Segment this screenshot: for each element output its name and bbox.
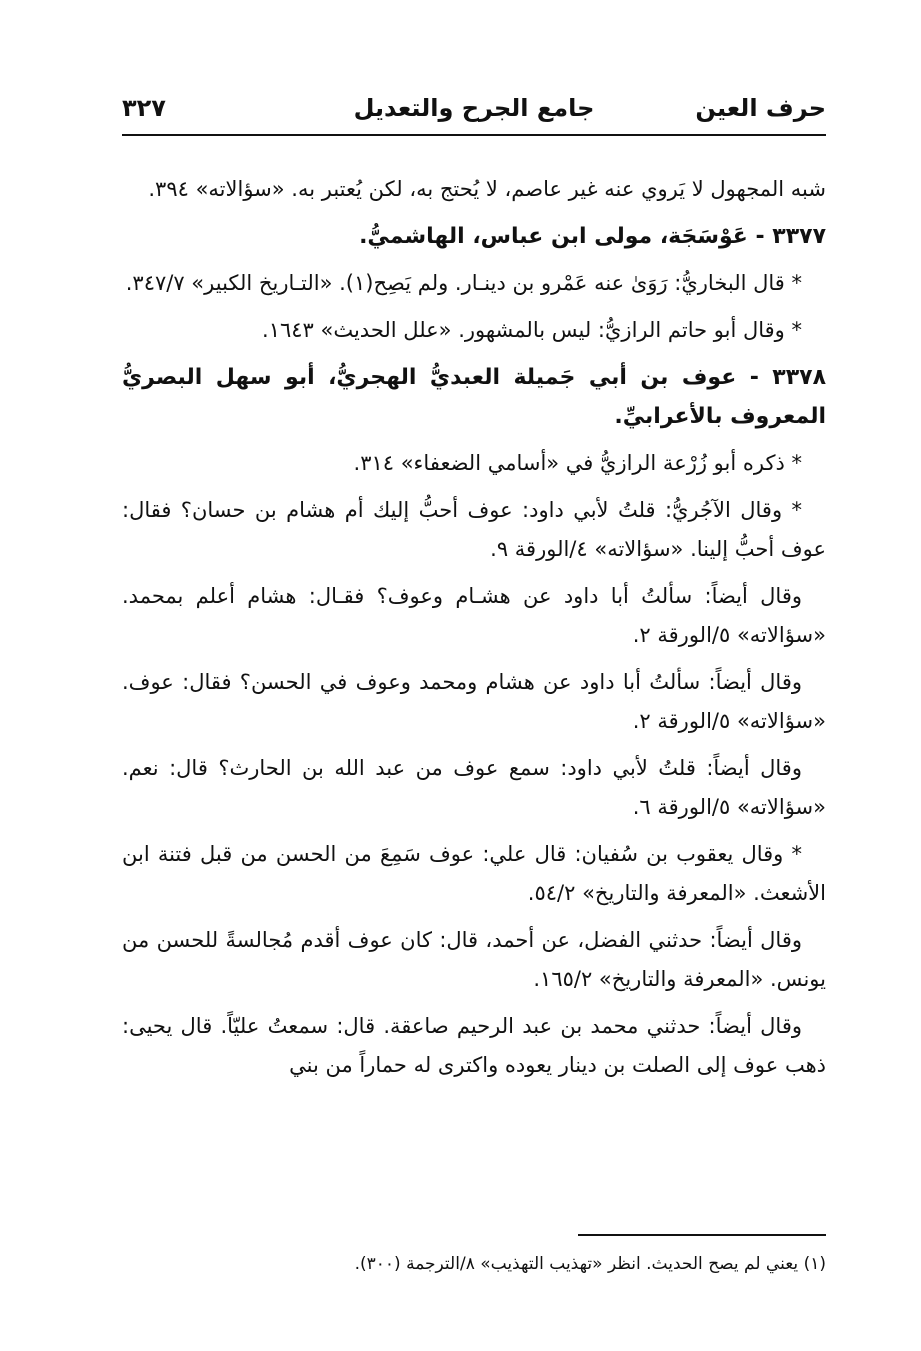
entry-heading: ٣٣٧٨ - عوف بن أبي جَميلة العبديُّ الهجريُّ، أبو سهل البصريُّ المعروف بالأعرابيِّ. xyxy=(122,365,826,429)
paragraph: * وقال يعقوب بن سُفيان: قال علي: عوف سَمِعَ من الحسن من قبل فتنة ابن الأشعث. «المعرفة والتاريخ» ٥٤/٢. xyxy=(122,842,826,905)
entry-heading: ٣٣٧٧ - عَوْسَجَة، مولى ابن عباس، الهاشميُّ. xyxy=(359,224,826,249)
paragraph: * وقال الآجُريُّ: قلتُ لأبي داود: عوف أحبُّ إليك أم هشام بن حسان؟ فقال: عوف أحبُّ إلينا. «سؤالاته» ٤/الورقة ٩. xyxy=(122,498,826,561)
running-book-title: جامع الجرح والتعديل xyxy=(353,94,595,122)
paragraph: وقال أيضاً: سألتُ أبا داود عن هشـام وعوف؟ فقـال: هشام أعلم بمحمد. «سؤالاته» ٥/الورقة ٢. xyxy=(122,584,826,647)
paragraph: وقال أيضاً: حدثني الفضل، عن أحمد، قال: كان عوف أقدم مُجالسةً للحسن من يونس. «المعرفة والتاريخ» ١٦٥/٢. xyxy=(122,928,826,991)
footnote: (١) يعني لم يصح الحديث. انظر «تهذيب التهذيب» ٨/الترجمة (٣٠٠). xyxy=(354,1254,826,1274)
header-divider xyxy=(122,134,826,136)
paragraph: وقال أيضاً: قلتُ لأبي داود: سمع عوف من عبد الله بن الحارث؟ قال: نعم. «سؤالاته» ٥/الورقة ٦. xyxy=(122,756,826,819)
page-number: ٣٢٧ xyxy=(122,94,166,122)
footnote-divider xyxy=(578,1234,826,1236)
paragraph: * ذكره أبو زُرْعة الرازيُّ في «أسامي الضعفاء» ٣١٤. xyxy=(353,451,802,475)
paragraph: وقال أيضاً: حدثني محمد بن عبد الرحيم صاعقة. قال: سمعتُ عليّاً. قال يحيى: ذهب عوف إلى الصلت بن دينار يعوده واكترى له حماراً من بني xyxy=(122,1014,826,1077)
paragraph: وقال أيضاً: سألتُ أبا داود عن هشام ومحمد وعوف في الحسن؟ فقال: عوف. «سؤالاته» ٥/الورقة ٢. xyxy=(122,670,826,733)
paragraph: * وقال أبو حاتم الرازيُّ: ليس بالمشهور. «علل الحديث» ١٦٤٣. xyxy=(262,318,802,342)
page-body xyxy=(122,170,826,1093)
paragraph: * قال البخاريُّ: رَوَىٰ عنه عَمْرو بن دينـار. ولم يَصِح(١). «التـاريخ الكبير» ٣٤٧/٧. xyxy=(125,271,802,295)
page-header xyxy=(122,88,826,128)
running-section-title: حرف العين xyxy=(695,94,826,122)
paragraph: شبه المجهول لا يَروي عنه غير عاصم، لا يُحتج به، لكن يُعتبر به. «سؤالاته» ٣٩٤. xyxy=(148,177,826,201)
